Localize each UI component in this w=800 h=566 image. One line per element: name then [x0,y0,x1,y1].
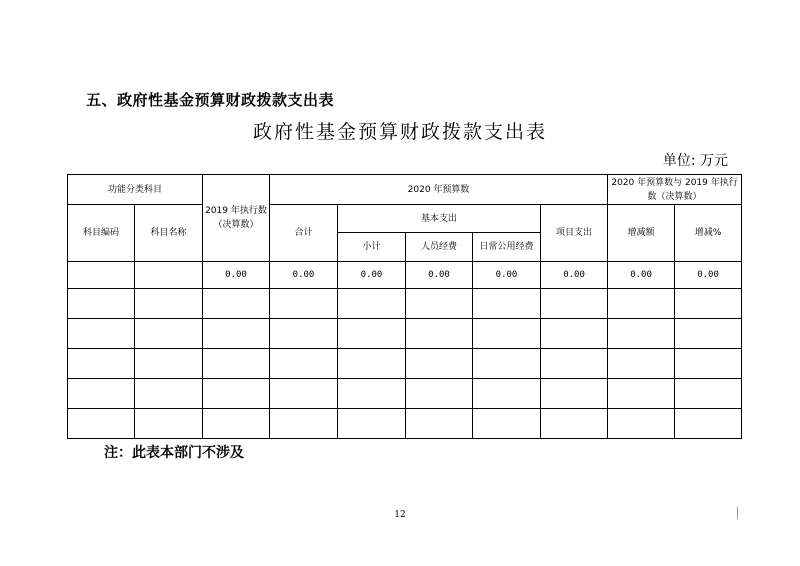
table-row [68,319,742,349]
table-cell [338,409,406,439]
header-project: 项目支出 [541,205,608,262]
table-cell [675,379,742,409]
table-row [68,379,742,409]
table-cell [541,289,608,319]
table-cell [203,379,270,409]
table-cell [135,379,203,409]
table-cell: 0.00 [473,262,541,289]
table-cell [338,289,406,319]
header-exec-2019: 2019 年执行数（决算数） [203,175,270,262]
table-cell [406,349,473,379]
table-cell [675,319,742,349]
table-cell [608,289,675,319]
table-cell [68,379,135,409]
table-cell [473,379,541,409]
table-cell [135,289,203,319]
table-cell [68,262,135,289]
unit-label: 单位: 万元 [662,153,728,169]
table-cell [473,349,541,379]
page-number: 12 [394,510,406,520]
table-cell [203,349,270,379]
table-row [68,349,742,379]
header-subtotal: 小计 [338,233,406,262]
table-cell [68,319,135,349]
table-cell [338,349,406,379]
table-cell [338,379,406,409]
table-row [68,409,742,439]
table-cell [135,319,203,349]
table-row [68,262,742,289]
table-cell: 0.00 [675,262,742,289]
table-cell [675,409,742,439]
table-cell [406,289,473,319]
table-cell [406,319,473,349]
header-change-amount: 增减额 [608,205,675,262]
section-heading: 五、政府性基金预算财政拨款支出表 [86,91,335,109]
table-cell [473,319,541,349]
table-cell [608,379,675,409]
table-cell [270,409,338,439]
table-cell [270,349,338,379]
table-cell [203,319,270,349]
table-cell: 0.00 [203,262,270,289]
table-cell [473,289,541,319]
table-cell [541,379,608,409]
table-cell [473,409,541,439]
header-basic: 基本支出 [338,205,541,233]
table-cell: 0.00 [338,262,406,289]
header-personnel: 人员经费 [406,233,473,262]
table-cell [406,379,473,409]
header-public: 日常公用经费 [473,233,541,262]
page-title: 政府性基金预算财政拨款支出表 [252,121,547,143]
table-cell: 0.00 [406,262,473,289]
table-cell: 0.00 [541,262,608,289]
table-cell [135,409,203,439]
table-cell [608,319,675,349]
table-cell: 0.00 [608,262,675,289]
header-compare: 2020 年预算数与 2019 年执行数（决算数） [608,175,742,205]
table-cell [270,319,338,349]
page-edge-mark [737,507,738,519]
table-cell [135,262,203,289]
table-cell [541,349,608,379]
header-budget-2020: 2020 年预算数 [270,175,608,205]
table-cell [68,409,135,439]
table-cell [270,379,338,409]
header-change-pct: 增减% [675,205,742,262]
table-cell [541,319,608,349]
header-func-class: 功能分类科目 [68,175,203,205]
table-cell [203,289,270,319]
header-subject-code: 科目编码 [68,205,135,262]
header-subject-name: 科目名称 [135,205,203,262]
header-total: 合计 [270,205,338,262]
table-cell: 0.00 [270,262,338,289]
table-cell [608,409,675,439]
table-cell [608,349,675,379]
table-cell [338,319,406,349]
table-cell [68,289,135,319]
table-cell [135,349,203,379]
footnote: 注：此表本部门不涉及 [104,445,244,461]
table-cell [675,289,742,319]
table-row [68,289,742,319]
table-cell [270,289,338,319]
table-cell [541,409,608,439]
table-cell [68,349,135,379]
table-cell [675,349,742,379]
budget-table [67,174,742,439]
table-cell [406,409,473,439]
table-cell [203,409,270,439]
